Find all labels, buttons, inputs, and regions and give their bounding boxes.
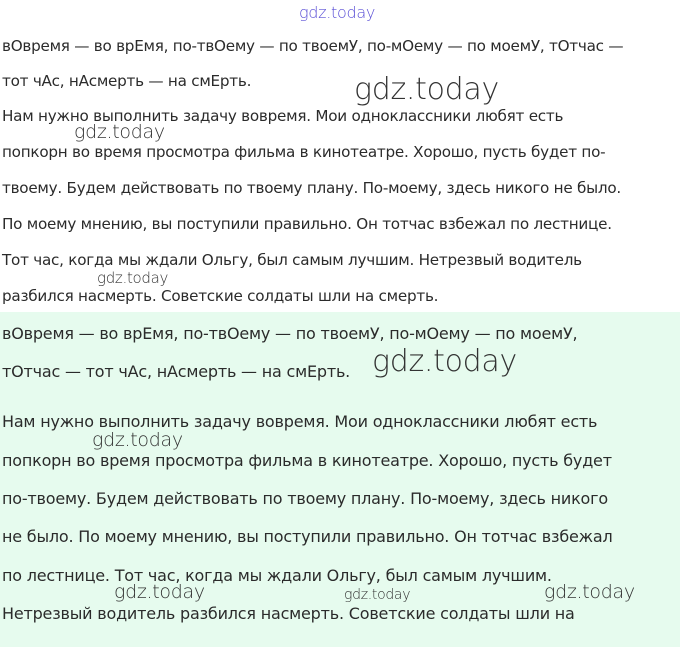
text-line: твоему. Будем действовать по твоему плану. По-моему, здесь никого не было.: [2, 179, 621, 197]
text-line: По моему мнению, вы поступили правильно. Он тотчас взбежал по лестнице.: [2, 215, 612, 233]
text-line: Нам нужно выполнить задачу вовремя. Мои одноклассники любят есть: [2, 107, 564, 125]
text-line: тот чАс, нАсмерть — на смЕрть.: [2, 72, 252, 90]
watermark: gdz.today: [97, 269, 169, 287]
text-line: попкорн во время просмотра фильма в кинотеатре. Хорошо, пусть будет: [2, 451, 612, 470]
text-line: вОвремя — во врЕмя, по-твОему — по твоемУ, по-мОему — по моемУ,: [2, 324, 578, 343]
text-line: Тот час, когда мы ждали Ольгу, был самым лучшим. Нетрезвый водитель: [2, 251, 582, 269]
answer-section-plain: [0, 0, 680, 312]
text-line: Нам нужно выполнить задачу вовремя. Мои одноклассники любят есть: [2, 412, 598, 431]
watermark: gdz.today: [74, 121, 165, 143]
text-line: разбился насмерть. Советские солдаты шли на смерть.: [2, 287, 439, 305]
watermark: gdz.today: [354, 72, 499, 107]
text-line: тОтчас — тот чАс, нАсмерть — на смЕрть.: [2, 362, 351, 381]
watermark: gdz.today: [92, 429, 183, 451]
text-line: попкорн во время просмотра фильма в кинотеатре. Хорошо, пусть будет по-: [2, 143, 606, 161]
text-line: Нетрезвый водитель разбился насмерть. Советские солдаты шли на: [2, 604, 575, 623]
watermark: gdz.today: [114, 581, 205, 603]
watermark: gdz.today: [544, 581, 635, 603]
watermark: gdz.today: [372, 344, 517, 379]
text-line: вОвремя — во врЕмя, по-твОему — по твоемУ, по-мОему — по моемУ, тОтчас —: [2, 37, 624, 55]
text-line: по-твоему. Будем действовать по твоему плану. По-моему, здесь никого: [2, 489, 608, 508]
watermark: gdz.today: [344, 587, 411, 603]
text-line: не было. По моему мнению, вы поступили правильно. Он тотчас взбежал: [2, 527, 613, 546]
watermark: gdz.today: [299, 3, 376, 22]
text-line: по лестнице. Тот час, когда мы ждали Ольгу, был самым лучшим.: [2, 566, 552, 585]
